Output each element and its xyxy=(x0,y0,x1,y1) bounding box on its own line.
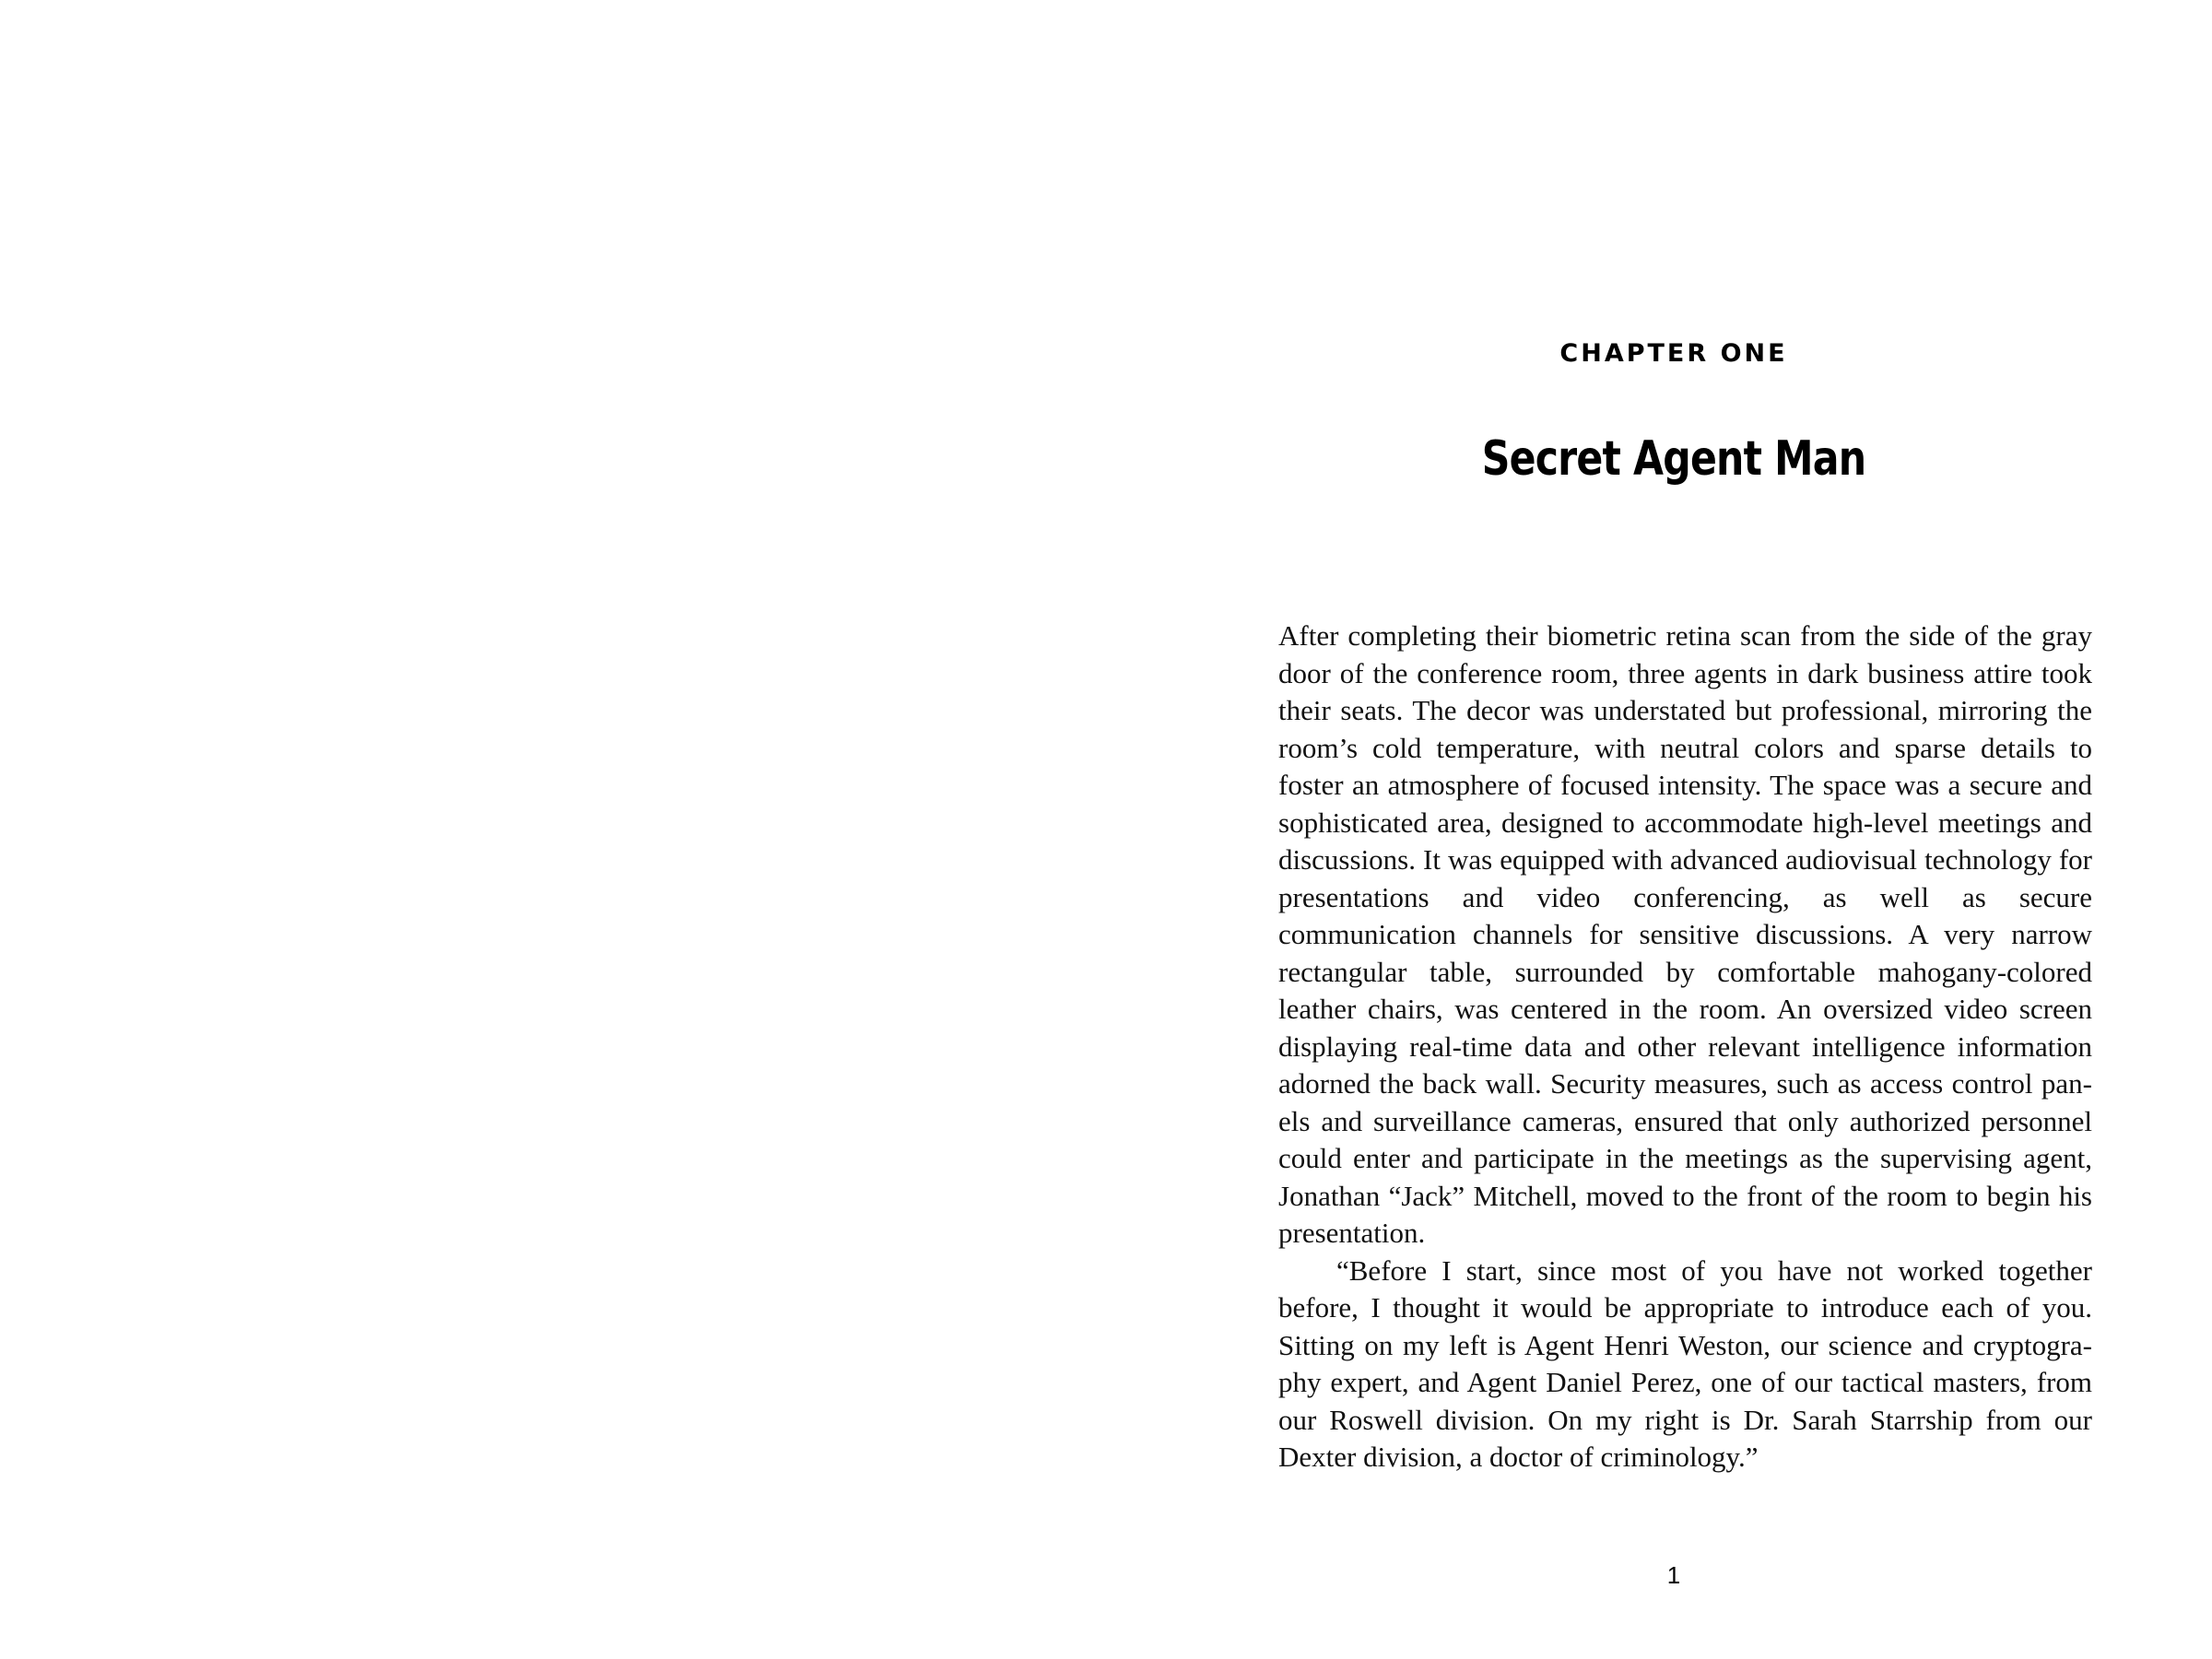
chapter-title: Secret Agent Man xyxy=(1481,431,1866,487)
chapter-body xyxy=(1278,618,2092,1477)
page-number: 1 xyxy=(1666,1561,1681,1589)
paragraph-2: “Before I start, since most of you have not worked together before, I thought it would be appropriate to introduce each of you. Sitting on my left is Agent Henri Weston, our science and cryptography expert, and Agent Daniel Perez, one of our tactical masters, from our Roswell division. On my right is Dr. Sarah Starrship from our Dexter division, a doctor of criminology.” xyxy=(1278,1253,2092,1473)
chapter-label: CHAPTER ONE xyxy=(1559,339,1788,368)
paragraph-1: After completing their biometric retina scan from the side of the gray door of the conference room, three agents in dark business attire took their seats. The decor was understated but professional, mirroring the room’s cold temperature, with neutral colors and sparse details to foster an atmosphere of focused intensity. The space was a secure and sophisticated area, designed to accommodate high-level meetings and discussions. It was equipped with advanced audiovisual technology for presentations and video conferencing, as well as secure communication channels for sensitive discussions. A very narrow rectangular table, surrounded by comfortable mahogany-colored leather chairs, was centered in the room. An oversized video screen displaying real-time data and other relevant intelligence information adorned the back wall. Security measures, such as access control panels and surveillance cameras, ensured that only authorized personnel could enter and participate in the meetings as the supervising agent, Jonathan “Jack” Mitchell, moved to the front of the room to begin his presentation. xyxy=(1278,619,2092,1249)
right-page xyxy=(1106,0,2212,1659)
